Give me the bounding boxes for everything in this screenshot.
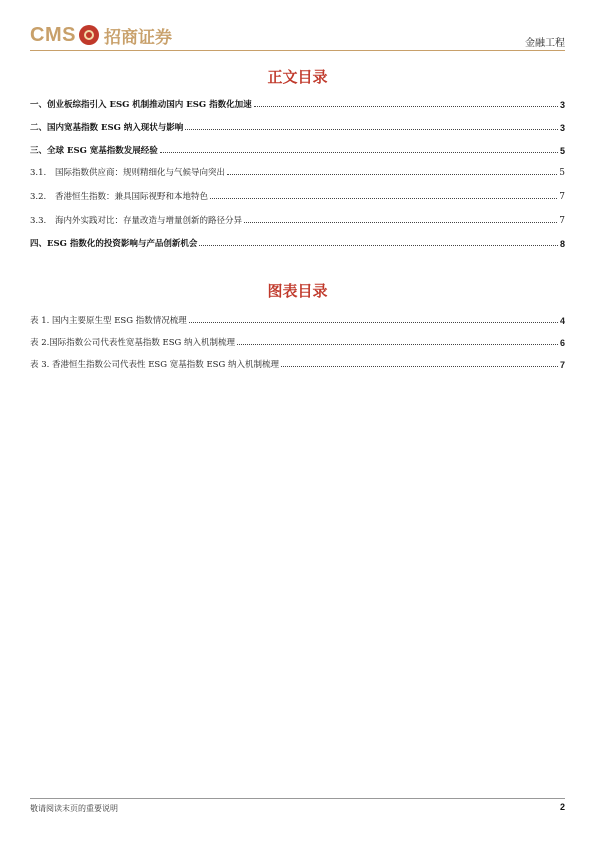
toc-entry[interactable] [30, 235, 565, 249]
toc-entry-label: 三、全球 ESG 宽基指数发展经验 [30, 146, 158, 156]
toc-subentry[interactable] [30, 212, 565, 226]
toc-subentry-number: 3.3. [30, 216, 47, 226]
toc-subentry-number: 3.1. [30, 168, 47, 178]
toc-entry[interactable] [30, 142, 565, 156]
toc-entry-page: 5 [559, 146, 565, 156]
toc-entry-label: 四、ESG 指数化的投资影响与产品创新机会 [30, 239, 198, 249]
toc-entry[interactable] [30, 96, 565, 110]
logo-company-name: 招商证券 [103, 27, 172, 48]
header-divider [30, 50, 565, 51]
toc-entry-page: 7 [559, 192, 565, 202]
leader-dots [237, 344, 558, 345]
toc-subentry-number: 3.2. [30, 192, 47, 202]
figure-entry-page: 4 [559, 316, 565, 326]
logo-badge-icon [79, 25, 99, 45]
figure-entry-label: 表 3. 香港恒生指数公司代表性 ESG 宽基指数 ESG 纳入机制梳理 [30, 360, 279, 370]
toc-entry-label: 二、国内宽基指数 ESG 纳入现状与影响 [30, 123, 184, 133]
leader-dots [189, 322, 558, 323]
toc-subentry[interactable] [30, 164, 565, 178]
footer-divider [30, 798, 565, 799]
figure-entry-page: 7 [559, 360, 565, 370]
leader-dots [210, 198, 557, 199]
toc-entry[interactable] [30, 119, 565, 133]
toc-entry-label: 一、创业板综指引入 ESG 机制推动国内 ESG 指数化加速 [30, 100, 252, 110]
figures-title: 图表目录 [267, 282, 328, 300]
page-number: 2 [559, 802, 565, 812]
leader-dots [254, 106, 558, 107]
footer-disclaimer: 敬请阅读末页的重要说明 [30, 804, 118, 813]
figure-entry[interactable] [30, 356, 565, 370]
toc-entry-page: 8 [559, 239, 565, 249]
toc-title: 正文目录 [267, 68, 328, 86]
leader-dots [281, 366, 558, 367]
toc-entry-page: 7 [559, 216, 565, 226]
figure-entry-label: 表 2.国际指数公司代表性宽基指数 ESG 纳入机制梳理 [30, 338, 236, 348]
cms-logo [30, 22, 172, 48]
toc-entry-page: 5 [559, 168, 565, 178]
figure-entry[interactable] [30, 334, 565, 348]
leader-dots [185, 129, 558, 130]
logo-cms-text: CMS [30, 23, 76, 46]
toc-subentry-label: 香港恒生指数：兼具国际视野和本地特色 [55, 192, 209, 202]
figure-entry-label: 表 1. 国内主要原生型 ESG 指数情况梳理 [30, 316, 187, 326]
toc-entry-page: 3 [559, 100, 565, 110]
leader-dots [199, 245, 558, 246]
leader-dots [227, 174, 557, 175]
page-header [30, 22, 565, 50]
toc-subentry[interactable] [30, 188, 565, 202]
toc-subentry-label: 国际指数供应商：规则精细化与气候导向突出 [55, 168, 226, 178]
figure-entry[interactable] [30, 312, 565, 326]
figure-entry-page: 6 [559, 338, 565, 348]
toc-subentry-label: 海内外实践对比：存量改造与增量创新的路径分异 [55, 216, 243, 226]
leader-dots [244, 222, 557, 223]
leader-dots [160, 152, 558, 153]
header-category: 金融工程 [525, 38, 565, 49]
toc-entry-page: 3 [559, 123, 565, 133]
